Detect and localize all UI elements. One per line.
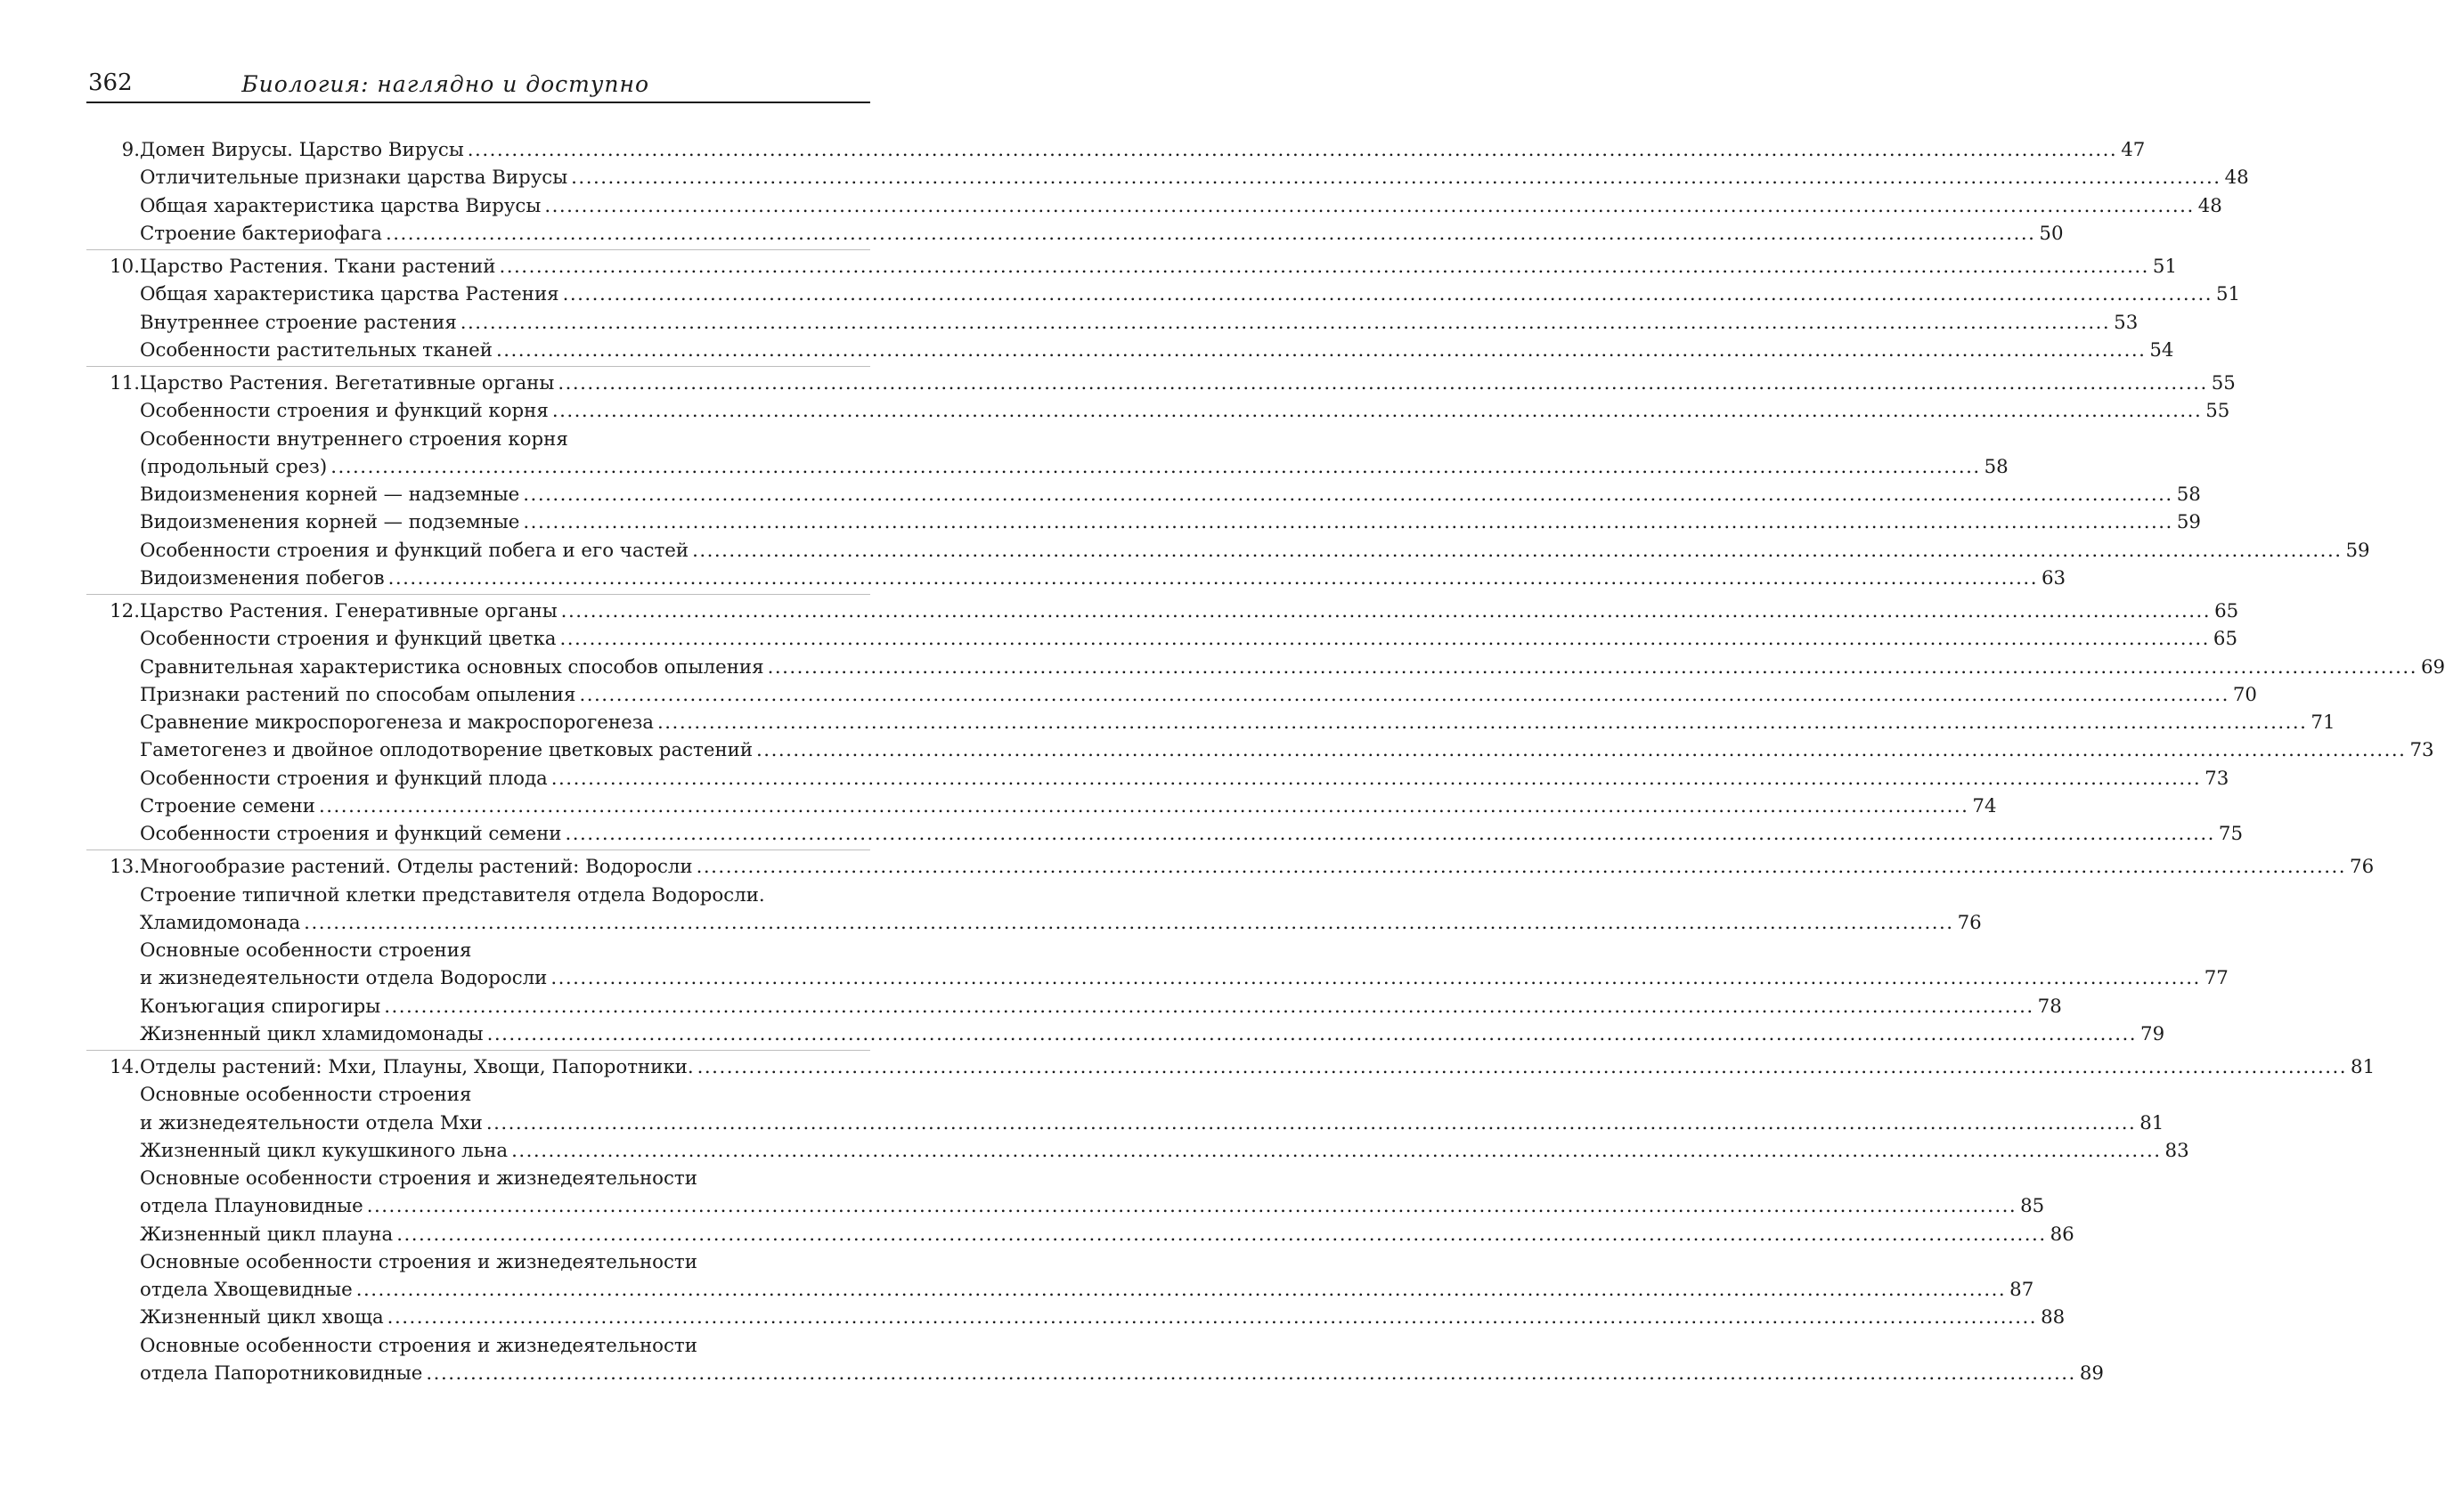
toc-chapter-number-text: 11. (110, 372, 140, 394)
toc-page-number: 76 (1957, 911, 1982, 934)
toc-dot-leader (657, 709, 2307, 736)
toc-page-number: 65 (2213, 628, 2237, 651)
toc-entry-title: Сравнительная характеристика основных способов опыления (140, 655, 764, 679)
toc-item-row[interactable] (86, 220, 2064, 248)
toc-item-row[interactable] (86, 1165, 870, 1192)
toc-page-number: 65 (2214, 600, 2239, 622)
toc-item-row[interactable] (86, 337, 2174, 364)
toc-item-row[interactable] (86, 1081, 870, 1109)
toc-item-row[interactable] (86, 1137, 2189, 1165)
toc-dot-leader (551, 765, 2201, 793)
toc-entry-title: Конъюгация спирогиры (140, 995, 381, 1018)
toc-dot-leader (384, 993, 2033, 1020)
toc-chapter-number (86, 565, 140, 592)
chapter-divider (86, 1050, 870, 1051)
toc-chapter-number-text: 13. (110, 856, 140, 879)
toc-item-row[interactable] (86, 1110, 2164, 1137)
toc-dot-leader (330, 453, 1980, 481)
toc-chapter-number (86, 1332, 140, 1360)
toc-chapter-number (86, 882, 140, 909)
toc-page-number: 73 (2205, 767, 2229, 790)
toc-chapter-number (86, 309, 140, 337)
toc-item-row[interactable] (86, 1248, 870, 1276)
toc-dot-leader (500, 253, 2149, 280)
toc-entry-title: Строение типичной клетки представителя отдела Водоросли. (140, 883, 765, 906)
toc-page-number: 77 (2204, 967, 2229, 990)
toc-item-row[interactable] (86, 793, 1997, 820)
toc-chapter-number (86, 253, 140, 280)
toc-entry-title: Гаметогенез и двойное оплодотворение цветковых растений (140, 739, 754, 762)
toc-chapter-number (86, 937, 140, 964)
toc-entry-title: Царство Растения. Вегетативные органы (140, 372, 555, 394)
toc-page-number: 81 (2351, 1056, 2376, 1078)
toc-entry-title: Видоизменения побегов (140, 566, 385, 589)
toc-page-number: 48 (2197, 194, 2222, 217)
toc-entry-title: Особенности строения и функций плода (140, 767, 548, 790)
toc-item-row[interactable] (86, 964, 2229, 992)
toc-page-number: 81 (2139, 1111, 2164, 1134)
toc-chapter-number (86, 765, 140, 793)
toc-chapter-number (86, 853, 140, 881)
toc-entry-title: Отличительные признаки царства Вирусы (140, 167, 568, 190)
page-header (86, 66, 870, 103)
toc-item-row[interactable] (86, 309, 2139, 337)
toc-dot-leader (566, 820, 2215, 848)
toc-entry-title: Особенности строения и функций корня (140, 400, 549, 423)
toc-chapter-number (86, 736, 140, 764)
toc-page-number: 88 (2041, 1306, 2066, 1329)
toc-chapter-number (86, 220, 140, 248)
toc-chapter-number (86, 654, 140, 681)
toc-entry-title: отдела Хвощевидные (140, 1279, 353, 1301)
toc-page-number: 55 (2205, 400, 2230, 423)
toc-chapter-number (86, 136, 140, 164)
toc-page-number: 76 (2350, 856, 2375, 879)
chapter-divider (86, 249, 870, 250)
toc-dot-leader (697, 1053, 2347, 1081)
toc-item-row[interactable] (86, 453, 2009, 481)
toc-dot-leader (552, 397, 2202, 425)
toc-dot-leader (544, 192, 2194, 220)
toc-page-number: 78 (2037, 995, 2062, 1018)
toc-entry-title: Царство Растения. Ткани растений (140, 256, 496, 278)
toc-entry-title: Особенности внутреннего строения корня (140, 427, 568, 451)
toc-dot-leader (571, 164, 2221, 191)
toc-item-row[interactable] (86, 654, 2445, 681)
toc-dot-leader (304, 909, 1953, 937)
toc-page-number: 59 (2176, 511, 2201, 534)
toc-dot-leader (523, 481, 2172, 508)
toc-page-number: 58 (1984, 455, 2009, 478)
toc-entry-title: Основные особенности строения и жизнедеятельности (140, 1250, 697, 1273)
toc-page-number: 70 (2232, 683, 2257, 706)
toc-chapter-number (86, 1304, 140, 1331)
toc-item-row[interactable] (86, 1020, 2165, 1048)
toc-item-row[interactable] (86, 820, 2244, 848)
toc-page-number: 53 (2114, 311, 2139, 334)
toc-dot-leader (387, 1304, 2037, 1331)
toc-chapter-number (86, 1276, 140, 1304)
toc-dot-leader (768, 654, 2417, 681)
toc-entry-title: Строение бактериофага (140, 222, 382, 245)
toc-entry-title: Видоизменения корней — подземные (140, 511, 520, 534)
toc-entry-title: Основные особенности строения и жизнедеятельности (140, 1334, 697, 1357)
toc-entry-title: Особенности строения и функций семени (140, 823, 562, 845)
toc-page-number: 79 (2140, 1022, 2165, 1045)
toc-chapter-number (86, 993, 140, 1020)
toc-chapter-number (86, 625, 140, 653)
toc-item-row[interactable] (86, 537, 2370, 565)
toc-chapter-number (86, 453, 140, 481)
toc-chapter-number (86, 537, 140, 565)
toc-chapter-row[interactable] (86, 370, 2236, 397)
toc-chapter-number (86, 1110, 140, 1137)
toc-item-row[interactable] (86, 164, 2249, 191)
toc-entry-title: Особенности строения и функций цветка (140, 628, 557, 651)
toc-dot-leader (486, 1110, 2136, 1137)
toc-chapter-number (86, 964, 140, 992)
toc-chapter-number (86, 597, 140, 625)
toc-page-number: 89 (2079, 1362, 2104, 1385)
chapter-divider (86, 594, 870, 595)
toc-entry-title: Жизненный цикл плауна (140, 1223, 394, 1246)
toc-chapter-number (86, 681, 140, 709)
toc-page-number: 55 (2211, 372, 2236, 394)
toc-item-row[interactable] (86, 765, 2229, 793)
toc-chapter-number (86, 1053, 140, 1081)
toc-entry-title: Многообразие растений. Отделы растений: Водоросли (140, 856, 693, 879)
toc-chapter-number (86, 370, 140, 397)
toc-page-number: 85 (2020, 1195, 2045, 1218)
toc-item-row[interactable] (86, 882, 870, 909)
toc-entry-title: Общая характеристика царства Растения (140, 283, 559, 306)
toc-page-number: 86 (2050, 1223, 2074, 1246)
toc-item-row[interactable] (86, 508, 2201, 536)
toc-page-number: 59 (2345, 539, 2370, 562)
toc-page-number: 74 (1972, 794, 1997, 817)
page-number: 362 (88, 69, 133, 96)
toc-chapter-number (86, 164, 140, 191)
chapter-divider (86, 366, 870, 367)
toc-dot-leader (563, 280, 2213, 308)
toc-dot-leader (523, 508, 2172, 536)
toc-chapter-number (86, 508, 140, 536)
toc-chapter-row[interactable] (86, 853, 2375, 881)
toc-dot-leader (697, 853, 2346, 881)
toc-dot-leader (692, 537, 2342, 565)
toc-item-row[interactable] (86, 565, 2066, 592)
toc-entry-title: и жизнедеятельности отдела Водоросли (140, 967, 548, 990)
toc-chapter-number (86, 1137, 140, 1165)
toc-chapter-number-text: 12. (110, 600, 140, 622)
toc-dot-leader (558, 370, 2207, 397)
toc-dot-leader (468, 136, 2117, 164)
toc-page-number: 51 (2152, 256, 2178, 278)
toc-entry-title: Царство Растения. Генеративные органы (140, 600, 558, 622)
toc-dot-leader (756, 736, 2406, 764)
toc-entry-title: отдела Папоротниковидные (140, 1362, 423, 1385)
toc-chapter-number (86, 280, 140, 308)
toc-page-number: 63 (2041, 566, 2066, 589)
toc-chapter-number (86, 397, 140, 425)
toc-chapter-row[interactable] (86, 597, 2239, 625)
toc-page-number: 50 (2039, 222, 2064, 245)
toc-entry-title: Видоизменения корней — надземные (140, 484, 520, 506)
toc-item-row[interactable] (86, 625, 2237, 653)
toc-dot-leader (426, 1360, 2075, 1387)
toc-dot-leader (367, 1192, 2017, 1220)
toc-page-number: 51 (2216, 283, 2241, 306)
toc-chapter-number (86, 1221, 140, 1248)
toc-entry-title: Внутреннее строение растения (140, 311, 457, 334)
toc-chapter-number (86, 1192, 140, 1220)
toc-chapter-number (86, 1081, 140, 1109)
toc-entry-title: Домен Вирусы. Царство Вирусы (140, 139, 464, 161)
toc-dot-leader (319, 793, 1968, 820)
toc-page-number: 54 (2149, 338, 2174, 362)
toc-dot-leader (396, 1221, 2046, 1248)
toc-entry-title: Жизненный цикл хламидомонады (140, 1022, 484, 1045)
toc-page-number: 71 (2311, 711, 2335, 734)
toc-entry-title: Отделы растений: Мхи, Плауны, Хвощи, Папоротники. (140, 1056, 694, 1078)
toc-entry-title: Общая характеристика царства Вирусы (140, 194, 542, 217)
toc-chapter-row[interactable] (86, 253, 2178, 280)
toc-entry-title: Признаки растений по способам опыления (140, 683, 576, 706)
toc-dot-leader (356, 1276, 2006, 1304)
toc-item-row[interactable] (86, 192, 2222, 220)
toc-item-row[interactable] (86, 1221, 2074, 1248)
toc-dot-leader (559, 625, 2209, 653)
toc-chapter-number (86, 793, 140, 820)
toc-dot-leader (487, 1020, 2137, 1048)
toc-chapter-number-text: 14. (110, 1056, 140, 1078)
toc-item-row[interactable] (86, 426, 870, 453)
toc-item-row[interactable] (86, 993, 2062, 1020)
toc-dot-leader (388, 565, 2038, 592)
toc-chapter-number-text: 9. (121, 139, 140, 161)
toc-item-row[interactable] (86, 1276, 2034, 1304)
toc-item-row[interactable] (86, 1332, 870, 1360)
toc-chapter-number-text: 10. (110, 256, 140, 278)
toc-entry-title: и жизнедеятельности отдела Мхи (140, 1111, 483, 1134)
toc-item-row[interactable] (86, 681, 2257, 709)
toc-item-row[interactable] (86, 909, 1982, 937)
toc-item-row[interactable] (86, 1304, 2066, 1331)
toc-chapter-row[interactable] (86, 136, 2146, 164)
toc-dot-leader (460, 309, 2110, 337)
toc-chapter-number (86, 1360, 140, 1387)
toc-chapter-row[interactable] (86, 1053, 2376, 1081)
toc-chapter-number (86, 1165, 140, 1192)
toc-entry-title: Особенности строения и функций побега и его частей (140, 539, 689, 562)
toc-chapter-number (86, 909, 140, 937)
toc-chapter-number (86, 481, 140, 508)
toc-page-number: 83 (2164, 1139, 2189, 1162)
toc-chapter-number (86, 1248, 140, 1276)
toc-entry-title: Строение семени (140, 794, 315, 817)
toc-page-number: 75 (2218, 823, 2244, 845)
toc-dot-leader (386, 220, 2035, 248)
toc-page-number: 87 (2009, 1279, 2034, 1301)
table-of-contents (86, 136, 2445, 1387)
toc-page-number: 58 (2176, 484, 2201, 506)
running-title: Биология: наглядно и доступно (241, 71, 649, 97)
toc-entry-title: Основные особенности строения (140, 939, 472, 962)
toc-dot-leader (561, 597, 2211, 625)
toc-chapter-number (86, 192, 140, 220)
toc-dot-leader (511, 1137, 2161, 1165)
toc-chapter-number (86, 426, 140, 453)
toc-page-number: 73 (2409, 739, 2434, 762)
toc-chapter-number (86, 709, 140, 736)
chapter-divider (86, 849, 870, 850)
toc-entry-title: Особенности растительных тканей (140, 338, 493, 362)
toc-entry-title: Основные особенности строения (140, 1084, 472, 1107)
toc-entry-title: Хламидомонада (140, 911, 301, 934)
toc-item-row[interactable] (86, 1192, 2045, 1220)
toc-dot-leader (579, 681, 2229, 709)
toc-dot-leader (496, 337, 2146, 364)
toc-dot-leader (550, 964, 2200, 992)
toc-entry-title: Жизненный цикл кукушкиного льна (140, 1139, 509, 1162)
toc-page-number: 48 (2224, 167, 2249, 190)
toc-item-row[interactable] (86, 937, 870, 964)
toc-item-row[interactable] (86, 397, 2230, 425)
toc-chapter-number (86, 1020, 140, 1048)
toc-item-row[interactable] (86, 1360, 2104, 1387)
toc-entry-title: (продольный срез) (140, 455, 328, 478)
toc-entry-title: отдела Плауновидные (140, 1195, 363, 1218)
toc-chapter-number (86, 337, 140, 364)
toc-page-number: 47 (2121, 139, 2146, 161)
toc-entry-title: Сравнение микроспорогенеза и макроспорогенеза (140, 711, 655, 734)
toc-item-row[interactable] (86, 736, 2434, 764)
toc-page-number: 69 (2420, 655, 2445, 679)
toc-entry-title: Основные особенности строения и жизнедеятельности (140, 1167, 697, 1190)
toc-item-row[interactable] (86, 280, 2241, 308)
toc-item-row[interactable] (86, 481, 2201, 508)
toc-chapter-number (86, 820, 140, 848)
toc-item-row[interactable] (86, 709, 2335, 736)
toc-entry-title: Жизненный цикл хвоща (140, 1306, 384, 1329)
